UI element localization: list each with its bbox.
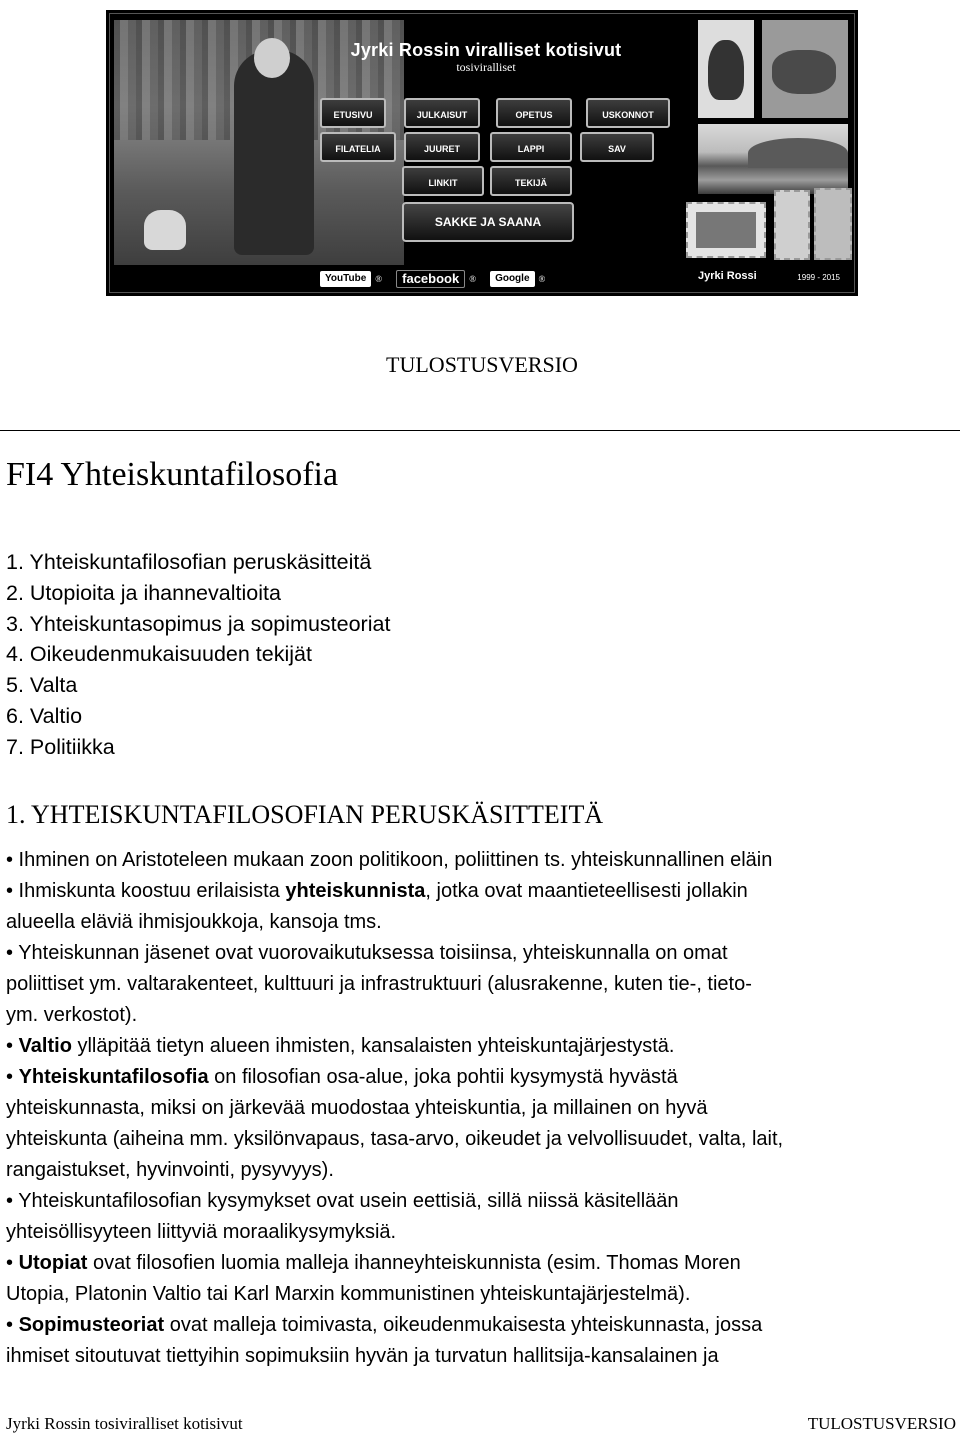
google-link[interactable]: Google <box>490 271 534 287</box>
text-run: • Yhteiskunnan jäsenet ovat vuorovaikutuksessa toisiinsa, yhteiskunnalla on omat <box>6 942 728 964</box>
text-run: • <box>6 1066 19 1088</box>
nav-button-juuret[interactable]: JUURET <box>404 132 480 162</box>
text-run: • Ihmiskunta koostuu erilaisista <box>6 880 286 902</box>
print-version-label: TULOSTUSVERSIO <box>386 352 578 377</box>
photo-landscape <box>698 124 848 194</box>
nav-button-sakke-ja-saana[interactable]: SAKKE JA SAANA <box>402 202 574 242</box>
photo-cat-2 <box>762 20 848 118</box>
toc-item: 5. Valta <box>6 673 78 698</box>
photo-stamp-1 <box>686 202 766 258</box>
toc-item: 4. Oikeudenmukaisuuden tekijät <box>6 642 312 667</box>
toc-item: 2. Utopioita ja ihannevaltioita <box>6 580 281 605</box>
photo-stamp-3 <box>814 188 852 260</box>
facebook-link[interactable]: facebook <box>396 270 465 288</box>
photo-stamp-2 <box>774 190 810 260</box>
body-paragraph <box>6 1248 958 1310</box>
photo-cat-1 <box>698 20 754 118</box>
toc-item: 1. Yhteiskuntafilosofian peruskäsitteitä <box>6 550 372 574</box>
text-run: yhteiskunnasta, miksi on järkevää muodostaa yhteiskuntia, ja millainen on hyvä <box>6 1097 708 1119</box>
body-paragraph <box>6 938 958 1031</box>
bold-term: yhteiskunnista <box>285 880 426 902</box>
nav-button-julkaisut[interactable]: JULKAISUT <box>404 98 480 128</box>
registered-mark: ® <box>538 274 546 285</box>
page-title: FI4 Yhteiskuntafilosofia <box>6 456 339 493</box>
body-paragraph <box>6 1186 958 1248</box>
nav-button-opetus[interactable]: OPETUS <box>496 98 572 128</box>
text-run: ihmiset sitoutuvat tiettyihin sopimuksiin hyvän ja turvatun hallitsija-kansalainen ja <box>6 1345 719 1367</box>
bold-term: Utopiat <box>18 1252 88 1274</box>
text-run: ym. verkostot). <box>6 1004 138 1026</box>
text-run: alueella eläviä ihmisjoukkoja, kansoja tms. <box>6 911 382 933</box>
text-run: yhteiskunta (aiheina mm. yksilönvapaus, tasa-arvo, oikeudet ja velvollisuudet, valta, lait, <box>6 1128 784 1150</box>
toc-item: 7. Politiikka <box>6 734 115 759</box>
registered-mark: ® <box>375 274 383 285</box>
text-run: • <box>6 1252 19 1274</box>
social-links <box>320 270 555 290</box>
photo-cat-2-shape <box>772 50 836 94</box>
footer-site-name: Jyrki Rossin tosiviralliset kotisivut <box>6 1414 243 1433</box>
body-paragraph <box>6 876 958 938</box>
site-title: Jyrki Rossin viralliset kotisivut <box>350 40 622 60</box>
section-heading: 1. YHTEISKUNTAFILOSOFIAN PERUSKÄSITTEITÄ <box>6 800 604 829</box>
signature-years: 1999 - 2015 <box>797 273 840 282</box>
nav-button-filatelia[interactable]: FILATELIA <box>320 132 396 162</box>
text-run: ovat filosofien luomia malleja ihanneyhteiskunnista (esim. Thomas Moren <box>87 1252 741 1274</box>
bold-term: Yhteiskuntafilosofia <box>18 1066 209 1088</box>
text-run: yhteisöllisyyteen liittyviä moraalikysymyksiä. <box>6 1221 397 1243</box>
text-run: • Ihminen on Aristoteleen mukaan zoon politikoon, poliittinen ts. yhteiskunnallinen eläin <box>6 849 773 871</box>
photo-hill <box>748 138 848 168</box>
text-run: ylläpitää tietyn alueen ihmisten, kansalaisten yhteiskuntajärjestystä. <box>71 1035 675 1057</box>
text-run: • Yhteiskuntafilosofian kysymykset ovat usein eettisiä, sillä niissä käsitellään <box>6 1190 679 1212</box>
body-paragraph <box>6 1310 958 1372</box>
photo-head <box>254 38 290 78</box>
nav-button-uskonnot[interactable]: USKONNOT <box>586 98 670 128</box>
footer-print-label: TULOSTUSVERSIO <box>807 1414 956 1433</box>
text-run: • <box>6 1035 19 1057</box>
body-text <box>6 845 958 1372</box>
text-run: • <box>6 1314 19 1336</box>
body-paragraph <box>6 845 958 876</box>
text-run: rangaistukset, hyvinvointi, pysyvyys). <box>6 1159 334 1181</box>
banner-signature <box>698 270 848 290</box>
site-subtitle: tosiviralliset <box>456 60 516 74</box>
nav-button-linkit[interactable]: LINKIT <box>402 166 484 196</box>
text-run: poliittiset ym. valtarakenteet, kulttuuri ja infrastruktuuri (alusrakenne, kuten tie-, tieto- <box>6 973 752 995</box>
site-banner <box>106 10 858 296</box>
photo-cat-1-shape <box>708 40 744 100</box>
text-run: Utopia, Platonin Valtio tai Karl Marxin kommunistinen yhteiskuntajärjestelmä). <box>6 1283 691 1305</box>
body-paragraph <box>6 1062 958 1186</box>
signature-name: Jyrki Rossi <box>698 270 757 282</box>
text-run: ovat malleja toimivasta, oikeudenmukaisesta yhteiskunnasta, jossa <box>164 1314 763 1336</box>
youtube-link[interactable]: YouTube <box>320 271 371 287</box>
photo-dog <box>144 210 186 250</box>
table-of-contents <box>6 547 390 763</box>
body-paragraph <box>6 1031 958 1062</box>
toc-item: 6. Valtio <box>6 703 83 728</box>
bold-term: Sopimusteoriat <box>18 1314 165 1336</box>
text-run: on filosofian osa-alue, joka pohtii kysymystä hyvästä <box>208 1066 678 1088</box>
text-run: , jotka ovat maantieteellisesti jollakin <box>425 880 748 902</box>
nav-button-etusivu[interactable]: ETUSIVU <box>320 98 386 128</box>
photo-figure <box>234 50 314 255</box>
divider <box>0 430 960 431</box>
stamp-1-image <box>696 212 756 248</box>
nav-button-sav[interactable]: SAV <box>580 132 654 162</box>
nav-button-tekija[interactable]: TEKIJÄ <box>490 166 572 196</box>
toc-item: 3. Yhteiskuntasopimus ja sopimusteoriat <box>6 611 391 636</box>
bold-term: Valtio <box>18 1035 72 1057</box>
nav-button-lappi[interactable]: LAPPI <box>490 132 572 162</box>
registered-mark: ® <box>469 274 477 285</box>
